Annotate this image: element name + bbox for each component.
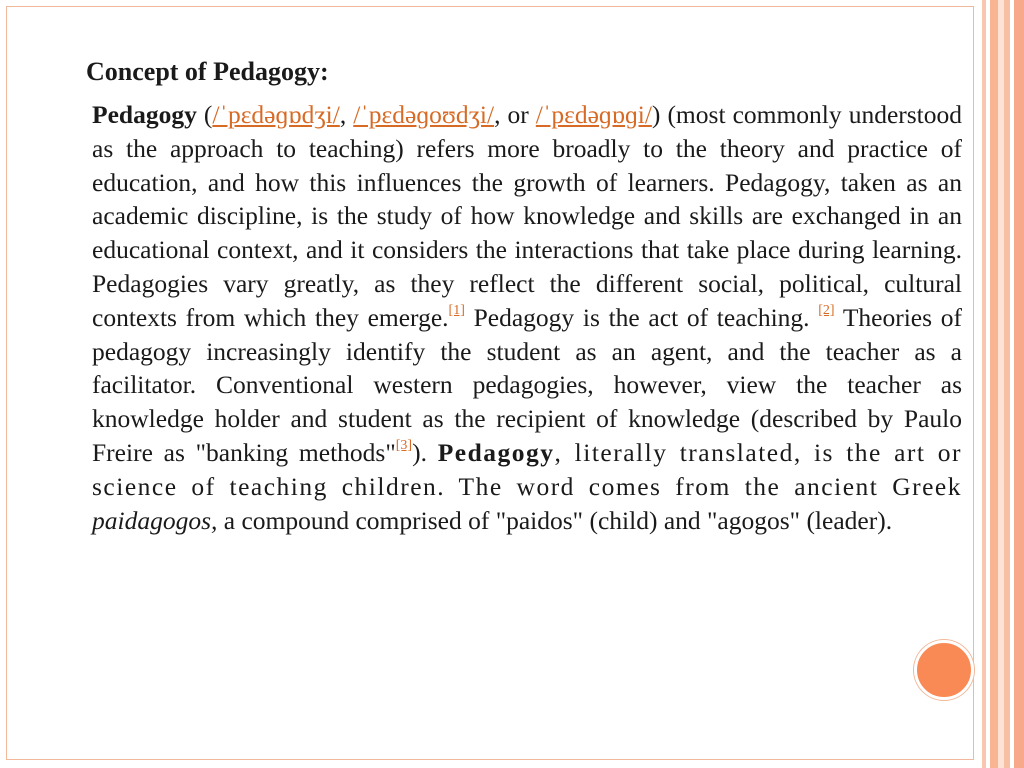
citation-superscript: [396, 438, 412, 453]
decorative-stripes: [978, 0, 1024, 768]
citation-link-3[interactable]: [3]: [395, 437, 413, 453]
text-fragment: , or: [494, 100, 536, 129]
pronunciation-link-2[interactable]: /ˈpɛdəɡoʊdʒi/: [353, 100, 495, 129]
lead-term-2: Pedagogy: [437, 437, 555, 467]
decorative-circle: [914, 640, 974, 700]
text-fragment: (: [196, 100, 213, 129]
slide-title: Concept of Pedagogy:: [86, 57, 329, 86]
text-fragment: ,: [339, 100, 354, 129]
text-fragment: Theories of pedagogy increasingly identify the student as an agent, and the teacher as a facilitator. Conventional western pedagogies, however, view the teacher as knowledge holder and student as the recipient of knowledge (described by Paulo Freire as "banking methods": [92, 302, 962, 467]
text-fragment: Pedagogy is the act of teaching.: [464, 302, 819, 332]
citation-link-1[interactable]: [1]: [448, 302, 465, 318]
citation-superscript: [449, 303, 465, 318]
italic-term: paidagogos,: [92, 505, 218, 535]
pronunciation-link-1[interactable]: /ˈpɛdəɡɒdʒi/: [212, 100, 340, 129]
text-fragment: , literally translated, is the art or science of teaching children. The word comes from the ancient Greek: [92, 437, 963, 501]
lead-term: Pedagogy: [92, 100, 197, 129]
text-fragment: ) (most commonly understood as the approach to teaching) refers more broadly to the theory and practice of education, and how this influences the growth of learners. Pedagogy, taken as an academic discipline, is the study of how knowledge and skills are exchanged in an educational context, and it considers the interactions that take place during learning. Pedagogies vary greatly, as they reflect the different social, political, cultural contexts from which they emerge.: [92, 100, 963, 332]
citation-superscript: [818, 303, 834, 318]
text-fragment: a compound comprised of "paidos" (child) and "agogos" (leader).: [217, 505, 893, 535]
body-paragraph: [92, 98, 962, 537]
text-fragment: ).: [412, 437, 438, 467]
citation-link-2[interactable]: [2]: [818, 302, 835, 318]
pronunciation-link-3[interactable]: /ˈpɛdəɡɒɡi/: [535, 100, 652, 129]
